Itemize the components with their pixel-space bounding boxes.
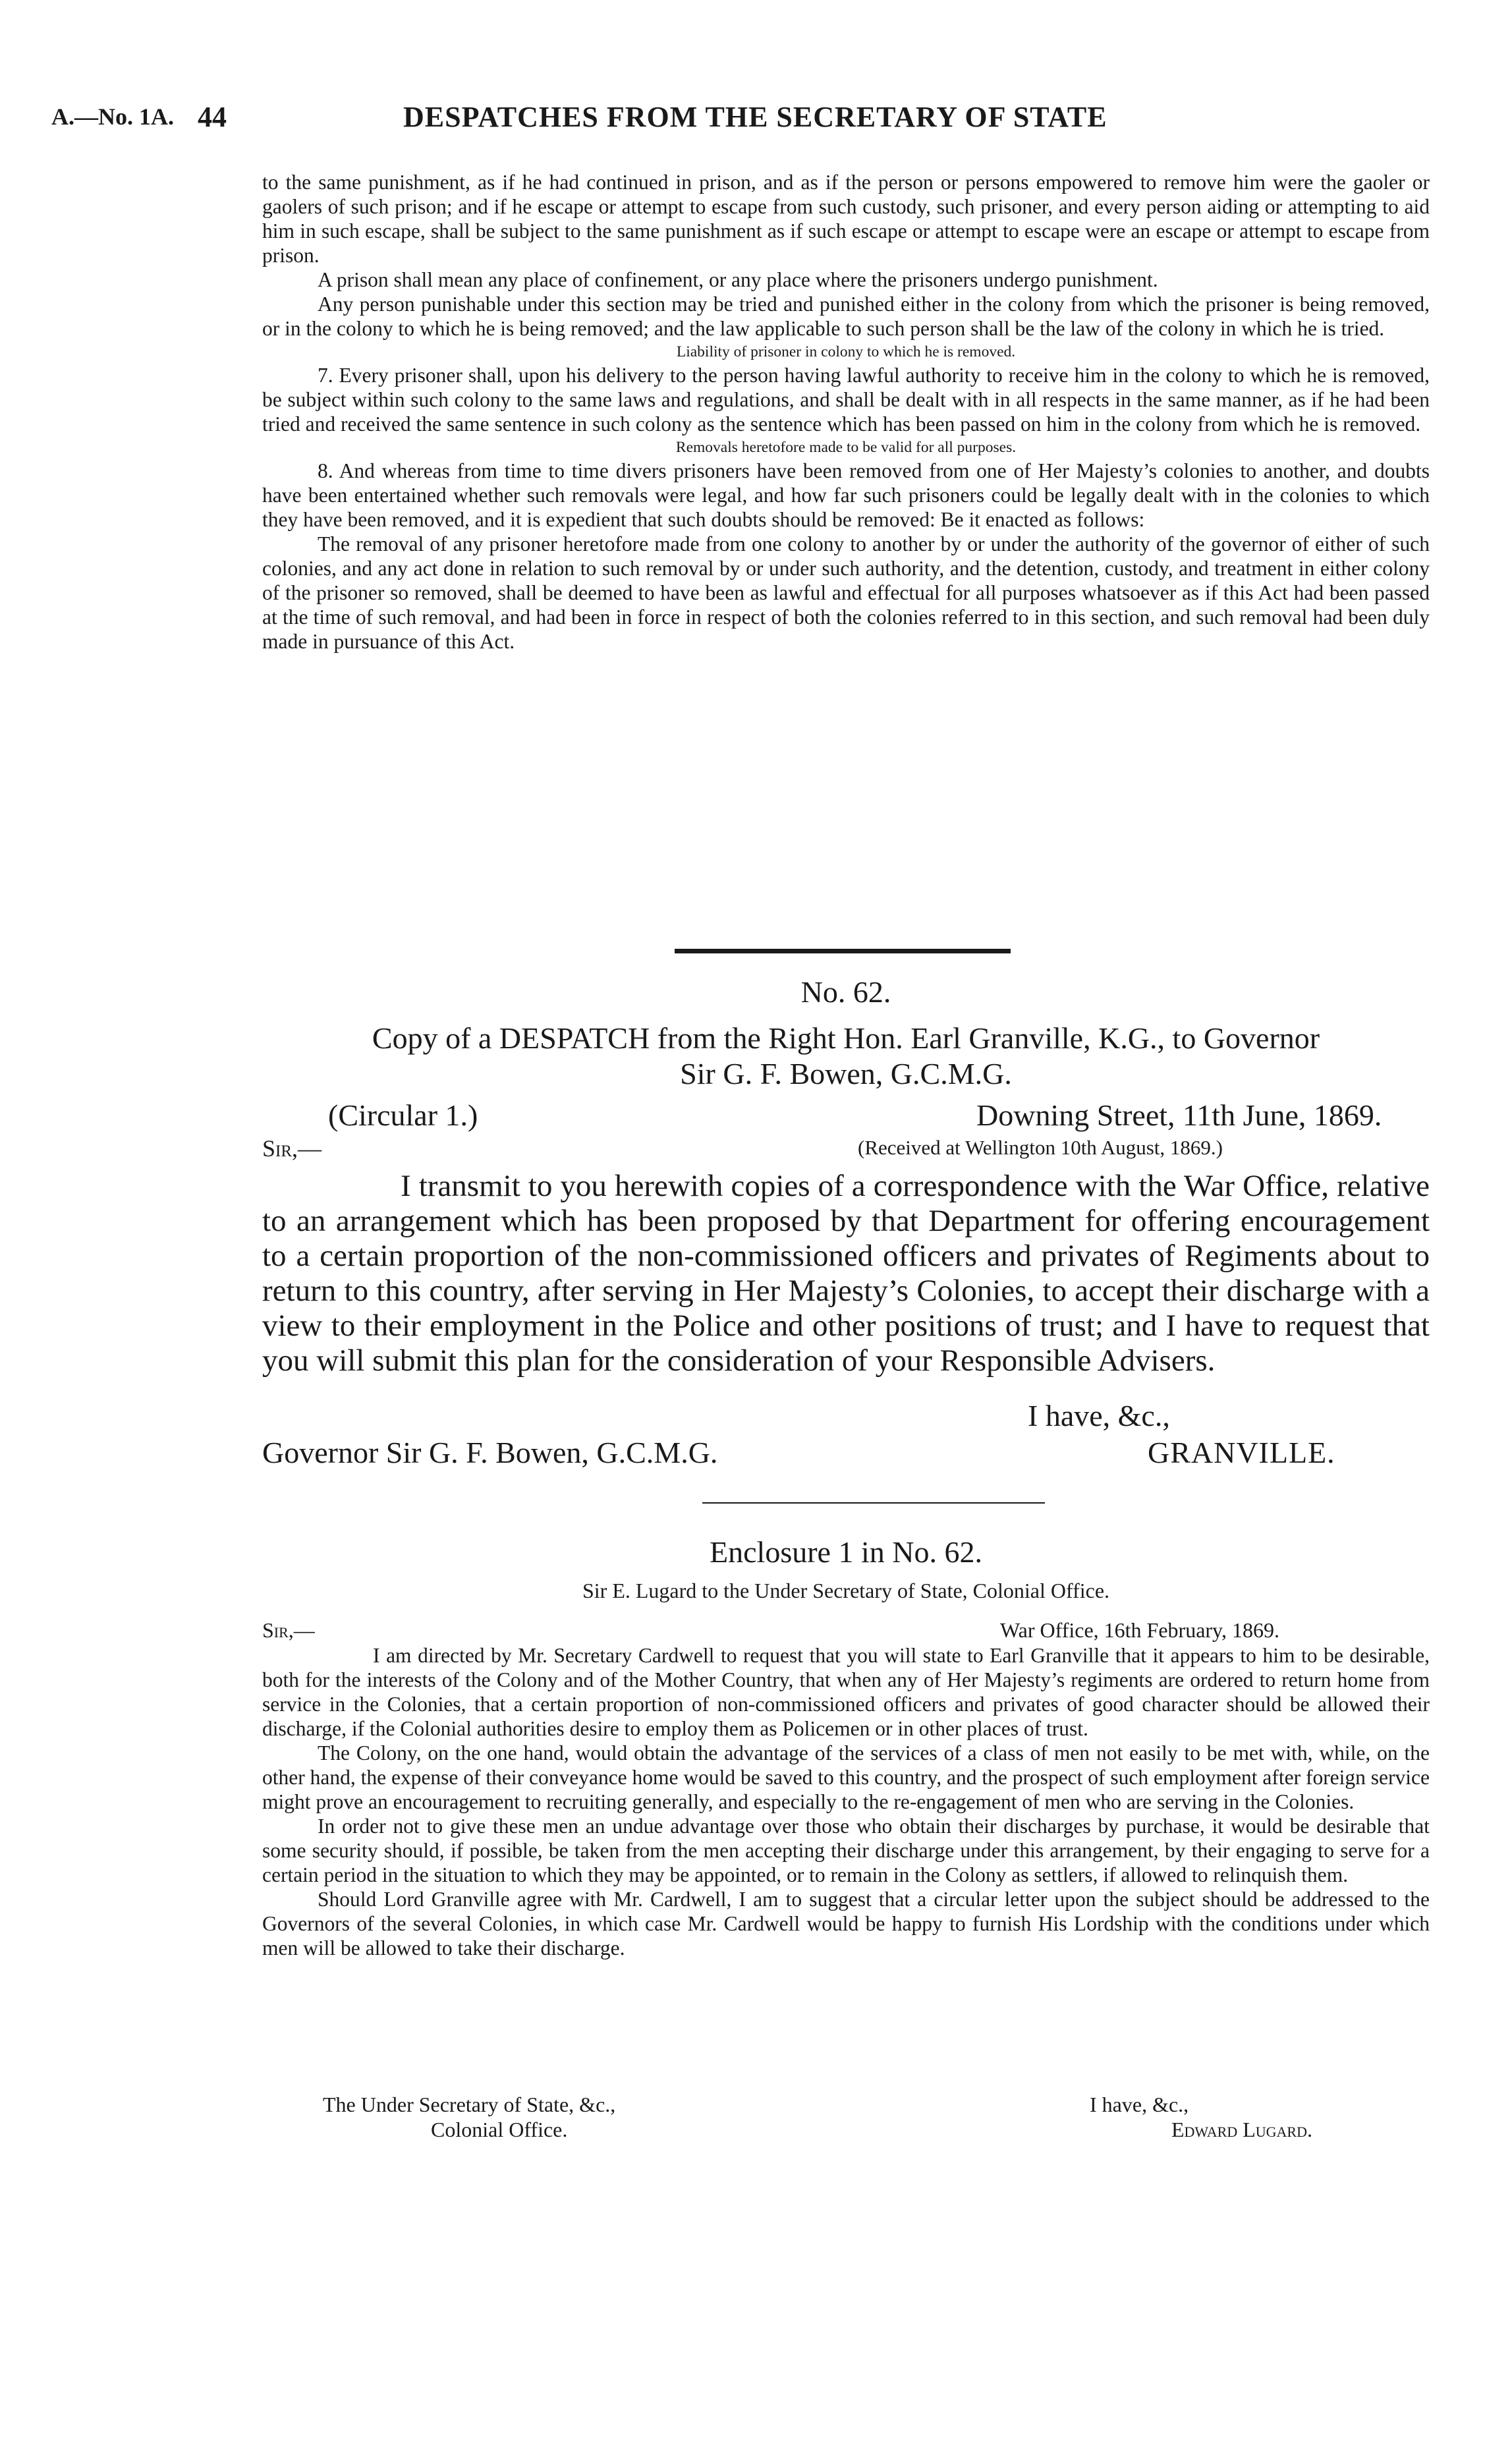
despatch-place-date: Downing Street, 11th June, 1869.: [976, 1098, 1382, 1132]
section-7: 7. Every prisoner shall, upon his delivery to the person having lawful authority to receive him in the colony to which he is removed, be subject within such colony to the same laws and regulations, and shall be dealt with in all respects in the same manner, as if he had been tried and received the same sentence in such colony as the sentence which has been passed on him in the colony from which he is removed.: [262, 364, 1430, 436]
document-reference: A.—No. 1A.: [51, 103, 174, 130]
enclosure-addressee-line2: Colonial Office.: [431, 2118, 568, 2141]
despatch-received: (Received at Wellington 10th August, 1869.): [858, 1136, 1223, 1159]
section-7-sidenote: Liability of prisoner in colony to which he is removed.: [676, 343, 1016, 360]
running-head: [0, 100, 1512, 140]
despatch-salutation: Sir,—: [262, 1135, 322, 1162]
enclosure-paragraph: In order not to give these men an undue advantage over those who obtain their discharges by purchase, it would be desirable that some security should, if possible, be taken from the men accepting their discharge under this arrangement, by their engaging to serve for a certain period in the situation to which they may be appointed, or to remain in the Colony as settlers, if allowed to relinquish them.: [262, 1815, 1430, 1886]
enclosure-paragraph: I am directed by Mr. Secretary Cardwell to request that you will state to Earl Granville that it appears to him to be desirable, both for the interests of the Colony and of the Mother Country, that when any of Her Majesty’s regiments are ordered to return home from service in the Colonies, that a certain proportion of non-commissioned officers and privates of good character should be allowed their discharge, if the Colonial authorities desire to employ them as Policemen or in other places of trust.: [262, 1644, 1430, 1740]
despatch-title-line2: Sir G. F. Bowen, G.C.M.G.: [680, 1057, 1012, 1090]
despatch-paragraph: I transmit to you herewith copies of a correspondence with the War Office, relative to an arrangement which has been proposed by that Department for offering encouragement to a certain proportion of the non-commissioned officers and privates of Regiments about to return to this country, after serving in Her Majesty’s Colonies, to accept their discharge with a view to their employment in the Police and other positions of trust; and I have to request that you will submit this plan for the consideration of your Responsible Advisers.: [262, 1169, 1430, 1378]
despatch-title-line1: Copy of a DESPATCH from the Right Hon. Earl Granville, K.G., to Governor: [372, 1021, 1320, 1055]
enclosure-subheading: Sir E. Lugard to the Under Secretary of State, Colonial Office.: [582, 1579, 1110, 1602]
running-title: DESPATCHES FROM THE SECRETARY OF STATE: [403, 101, 1107, 133]
enclosure-body: [262, 1643, 1430, 1960]
despatch-signature: GRANVILLE.: [1148, 1436, 1335, 1469]
despatch-number: No. 62.: [800, 975, 891, 1009]
enclosure-divider: [702, 1502, 1045, 1504]
act-paragraph: to the same punishment, as if he had continued in prison, and as if the person or persons empowered to remove him were the gaoler or gaolers of such prison; and if he escape or attempt to escape from such custody, such prisoner, and every person aiding or attempting to aid him in such escape, shall be subject to the same punishment as if such escape or attempt to escape were an escape or attempt to escape from prison.: [262, 171, 1430, 267]
circular-number: (Circular 1.): [328, 1098, 478, 1132]
act-continuation: [262, 170, 1430, 654]
enclosure-signature: Edward Lugard.: [1171, 2118, 1312, 2141]
despatch-addressee: Governor Sir G. F. Bowen, G.C.M.G.: [262, 1436, 718, 1469]
section-8: 8. And whereas from time to time divers prisoners have been removed from one of Her Majesty’s colonies to another, and doubts have been entertained whether such removals were legal, and how far such prisoners could be legally dealt with in the colonies to which they have been removed, and it is expedient that such doubts should be removed: Be it enacted as follows:: [262, 459, 1430, 531]
section-8-sidenote: Removals heretofore made to be valid for all purposes.: [675, 439, 1017, 456]
section-8-enactment: The removal of any prisoner heretofore made from one colony to another by or under the authority of the governor of either of such colonies, and any act done in relation to such removal by or under such authority, and the detention, custody, and treatment in either colony of the prisoner so removed, shall be deemed to have been as lawful and effectual for all purposes whatsoever as if this Act had been passed at the time of such removal, and had been in force in respect of both the colonies referred to in this section, and such removal had been duly made in pursuance of this Act.: [262, 532, 1430, 653]
despatch-body: [262, 1169, 1430, 1378]
page-number: 44: [198, 101, 227, 133]
enclosure-paragraph: Should Lord Granville agree with Mr. Cardwell, I am to suggest that a circular letter upon the subject should be addressed to the Governors of the several Colonies, in which case Mr. Cardwell would be happy to furnish His Lordship with the conditions under which men will be allowed to take their discharge.: [262, 1888, 1430, 1960]
enclosure-heading: Enclosure 1 in No. 62.: [710, 1535, 982, 1569]
enclosure-place-date: War Office, 16th February, 1869.: [1000, 1618, 1279, 1642]
section-divider: [675, 949, 1011, 953]
act-paragraph: A prison shall mean any place of confinement, or any place where the prisoners undergo punishment.: [318, 268, 1158, 291]
despatch-closing: I have, &c.,: [1028, 1399, 1170, 1432]
enclosure-paragraph: The Colony, on the one hand, would obtain the advantage of the services of a class of men not easily to be met with, while, on the other hand, the expense of their conveyance home would be saved to this country, and the prospect of such employment after foreign service might prove an encouragement to recruiting generally, and especially to the re-engagement of men who are serving in the Colonies.: [262, 1741, 1430, 1813]
enclosure-addressee-line1: The Under Secretary of State, &c.,: [323, 2093, 616, 2116]
act-paragraph: Any person punishable under this section may be tried and punished either in the colony from which the prisoner is being removed, or in the colony to which he is being removed; and the law applicable to such person shall be the law of the colony in which he is tried.: [262, 293, 1430, 340]
enclosure-closing: I have, &c.,: [1090, 2093, 1189, 2116]
enclosure-salutation: Sir,—: [262, 1618, 315, 1642]
